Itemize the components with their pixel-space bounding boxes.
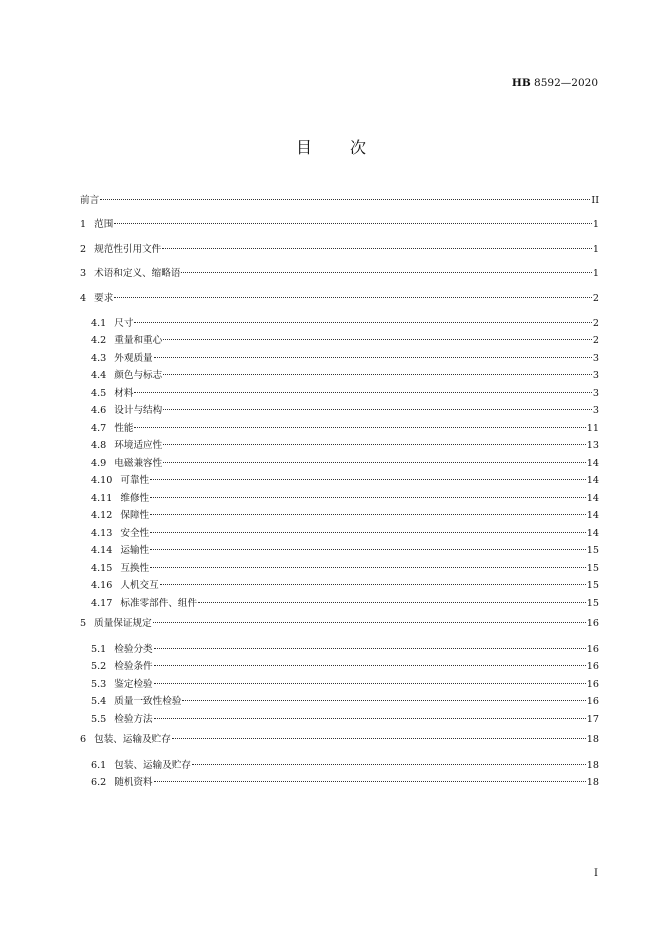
toc-dot-leader: [192, 764, 586, 765]
toc-entry-label: [91, 507, 149, 525]
toc-entry-label: [91, 693, 181, 711]
toc-entry-page: 18: [586, 734, 599, 746]
toc-dot-leader: [150, 514, 586, 515]
toc-entry-number: 5.3: [91, 678, 107, 690]
toc-entry[interactable]: [80, 774, 599, 792]
toc-entry-label: [91, 560, 149, 578]
toc-entry-page: 13: [586, 440, 599, 452]
toc-entry-number: 4.2: [91, 335, 107, 347]
toc-entry-title: 环境适应性: [114, 440, 163, 452]
toc-dot-leader: [150, 479, 586, 480]
toc-entry-page: 1: [592, 268, 599, 280]
toc-entry-title: 范围: [94, 219, 114, 231]
toc-entry[interactable]: [80, 542, 599, 560]
toc-dot-leader: [154, 357, 592, 358]
toc-entry[interactable]: [80, 287, 599, 311]
toc-entry-title: 外观质量: [114, 352, 153, 364]
toc-entry[interactable]: [80, 367, 599, 385]
toc-entry-number: 4.16: [91, 580, 113, 592]
toc-entry-page: 2: [592, 335, 599, 347]
toc-entry-number: 4.9: [91, 457, 107, 469]
toc-entry-page: 16: [586, 618, 599, 630]
toc-entry-title: 质量保证规定: [94, 618, 152, 630]
toc-dot-leader: [163, 374, 592, 375]
toc-entry[interactable]: [80, 402, 599, 420]
toc-entry-page: 15: [586, 562, 599, 574]
toc-dot-leader: [134, 427, 585, 428]
toc-entry-number: 5: [80, 618, 87, 630]
toc-entry-label: [91, 676, 153, 694]
toc-entry-page: 3: [592, 387, 599, 399]
toc-entry-title: 鉴定检验: [114, 678, 153, 690]
toc-dot-leader: [162, 248, 592, 249]
toc-entry-page: II: [591, 195, 599, 206]
toc-entry-page: 14: [586, 527, 599, 539]
toc-entry-label: [91, 437, 162, 455]
toc-entry-label: [91, 757, 191, 775]
toc-entry[interactable]: [80, 577, 599, 595]
toc-entry[interactable]: [80, 525, 599, 543]
toc-entry-label: [80, 287, 113, 311]
toc-entry-title: 材料: [114, 387, 134, 399]
toc-entry-number: 5.5: [91, 713, 107, 725]
toc-entry-number: 4.8: [91, 440, 107, 452]
page-title: 目次: [295, 138, 404, 157]
toc-entry-title: 尺寸: [114, 317, 134, 329]
toc-entry-title: 重量和重心: [114, 335, 163, 347]
toc-entry-label: [91, 711, 153, 729]
toc-entry[interactable]: [80, 728, 599, 752]
toc-dot-leader: [154, 665, 586, 666]
toc-entry-page: 15: [586, 545, 599, 557]
toc-entry-number: 4.12: [91, 510, 113, 522]
toc-entry-title: 规范性引用文件: [94, 243, 162, 255]
toc-entry-label: [80, 189, 99, 213]
toc-entry-title: 前言: [80, 195, 100, 206]
toc-entry-page: 14: [586, 510, 599, 522]
toc-entry-number: 6: [80, 734, 87, 746]
toc-entry-title: 检验方法: [114, 713, 153, 725]
toc-entry-number: 6.2: [91, 777, 107, 789]
toc-entry-page: 3: [592, 352, 599, 364]
toc-entry-title: 安全性: [120, 527, 150, 539]
toc-entry[interactable]: [80, 641, 599, 659]
toc-dot-leader: [150, 567, 586, 568]
toc-entry-label: [91, 455, 162, 473]
toc-entry-page: 2: [592, 292, 599, 304]
toc-entry-page: 14: [586, 457, 599, 469]
toc-entry-label: [91, 774, 153, 792]
toc-entry-number: 4.4: [91, 370, 107, 382]
toc-entry-number: 4.14: [91, 545, 113, 557]
toc-entry-number: 5.1: [91, 643, 107, 655]
toc-entry-label: [91, 525, 149, 543]
toc-entry[interactable]: [80, 315, 599, 333]
toc-entry-page: 16: [586, 696, 599, 708]
toc-dot-leader: [153, 622, 586, 623]
toc-entry-label: [91, 315, 133, 333]
toc-entry[interactable]: [80, 455, 599, 473]
toc-dot-leader: [181, 272, 591, 273]
toc-entry-page: 15: [586, 597, 599, 609]
toc-entry-label: [91, 367, 162, 385]
toc-dot-leader: [150, 532, 586, 533]
toc-entry-label: [91, 385, 133, 403]
toc-entry-number: 4.1: [91, 317, 107, 329]
toc-entry-label: [91, 420, 133, 438]
toc-entry-number: 4.5: [91, 387, 107, 399]
toc-entry-number: 4.13: [91, 527, 113, 539]
toc-entry-number: 3: [80, 268, 87, 280]
toc-entry-label: [91, 542, 149, 560]
toc-entry-title: 保障性: [120, 510, 150, 522]
toc-entry[interactable]: [80, 711, 599, 729]
toc-entry[interactable]: [80, 332, 599, 350]
toc-entry[interactable]: [80, 676, 599, 694]
toc-entry-page: 1: [592, 219, 599, 231]
toc-dot-leader: [134, 322, 591, 323]
toc-dot-leader: [198, 602, 586, 603]
page-number: I: [594, 868, 598, 879]
toc-entry-page: 11: [586, 422, 599, 434]
standard-code: [512, 77, 598, 89]
table-of-contents: [80, 189, 599, 792]
toc-entry-number: 4.15: [91, 562, 113, 574]
toc-entry-page: 1: [592, 243, 599, 255]
standard-code-number: 8592—2020: [530, 77, 598, 89]
toc-entry-label: [80, 213, 113, 237]
toc-entry-title: 互换性: [120, 562, 150, 574]
toc-entry[interactable]: [80, 189, 599, 213]
toc-entry-number: 5.4: [91, 696, 107, 708]
toc-dot-leader: [154, 718, 586, 719]
toc-entry-number: 4.17: [91, 597, 113, 609]
toc-entry-number: 4.10: [91, 475, 113, 487]
toc-entry-page: 18: [586, 777, 599, 789]
toc-dot-leader: [154, 781, 586, 782]
toc-entry-number: 6.1: [91, 759, 107, 771]
toc-dot-leader: [154, 683, 586, 684]
toc-dot-leader: [150, 549, 586, 550]
toc-entry-title: 质量一致性检验: [114, 696, 182, 708]
toc-entry-page: 16: [586, 661, 599, 673]
toc-entry-number: 4.7: [91, 422, 107, 434]
toc-entry-title: 运输性: [120, 545, 150, 557]
toc-entry-title: 性能: [114, 422, 134, 434]
toc-entry-title: 术语和定义、缩略语: [94, 268, 181, 280]
toc-entry-page: 2: [592, 317, 599, 329]
toc-entry[interactable]: [80, 658, 599, 676]
toc-entry-title: 电磁兼容性: [114, 457, 163, 469]
toc-entry-label: [80, 238, 161, 262]
toc-entry-label: [91, 350, 153, 368]
toc-entry[interactable]: [80, 490, 599, 508]
toc-entry-page: 16: [586, 643, 599, 655]
toc-entry[interactable]: [80, 385, 599, 403]
toc-entry-title: 包装、运输及贮存: [94, 734, 171, 746]
toc-entry-label: [91, 658, 153, 676]
toc-entry-page: 15: [586, 580, 599, 592]
toc-entry-label: [91, 577, 159, 595]
toc-entry-label: [91, 595, 197, 613]
toc-entry-number: 4.6: [91, 405, 107, 417]
toc-entry-label: [91, 641, 153, 659]
toc-entry[interactable]: [80, 213, 599, 237]
toc-entry[interactable]: [80, 612, 599, 636]
toc-entry-title: 随机资料: [114, 777, 153, 789]
toc-entry-page: 17: [586, 713, 599, 725]
toc-entry-title: 检验条件: [114, 661, 153, 673]
toc-entry[interactable]: [80, 693, 599, 711]
toc-dot-leader: [163, 339, 592, 340]
toc-entry[interactable]: [80, 350, 599, 368]
toc-dot-leader: [114, 297, 592, 298]
toc-entry-title: 可靠性: [120, 475, 150, 487]
toc-entry-page: 3: [592, 370, 599, 382]
toc-entry[interactable]: [80, 560, 599, 578]
toc-entry[interactable]: [80, 420, 599, 438]
toc-dot-leader: [172, 738, 586, 739]
toc-entry-number: 4.3: [91, 352, 107, 364]
toc-entry[interactable]: [80, 507, 599, 525]
standard-code-prefix: HB: [511, 77, 531, 89]
toc-entry[interactable]: [80, 595, 599, 613]
toc-entry-label: [80, 612, 152, 636]
toc-entry-label: [91, 472, 149, 490]
toc-dot-leader: [154, 648, 586, 649]
toc-entry-number: 5.2: [91, 661, 107, 673]
toc-entry[interactable]: [80, 757, 599, 775]
toc-dot-leader: [163, 462, 586, 463]
toc-dot-leader: [100, 199, 590, 200]
toc-entry-page: 16: [586, 678, 599, 690]
toc-entry-number: 4: [80, 292, 87, 304]
toc-entry-title: 包装、运输及贮存: [114, 759, 192, 771]
toc-entry-label: [80, 728, 171, 752]
toc-dot-leader: [114, 223, 592, 224]
toc-entry-page: 3: [592, 405, 599, 417]
toc-entry[interactable]: [80, 437, 599, 455]
toc-dot-leader: [182, 700, 585, 701]
toc-entry-page: 14: [586, 475, 599, 487]
toc-entry-title: 检验分类: [114, 643, 153, 655]
toc-entry-number: 1: [80, 219, 87, 231]
toc-dot-leader: [163, 444, 586, 445]
toc-entry-page: 18: [586, 759, 599, 771]
toc-entry-title: 人机交互: [120, 580, 159, 592]
toc-entry-title: 要求: [94, 292, 114, 304]
toc-entry[interactable]: [80, 262, 599, 286]
toc-entry-label: [91, 402, 162, 420]
toc-entry-page: 14: [586, 492, 599, 504]
toc-dot-leader: [163, 409, 592, 410]
toc-entry[interactable]: [80, 472, 599, 490]
toc-entry-number: 4.11: [91, 492, 113, 504]
toc-entry-label: [91, 490, 149, 508]
toc-dot-leader: [150, 497, 586, 498]
toc-entry-title: 标准零部件、组件: [120, 597, 198, 609]
toc-entry-title: 设计与结构: [114, 405, 163, 417]
toc-dot-leader: [134, 392, 591, 393]
toc-entry-title: 维修性: [120, 492, 150, 504]
toc-entry-label: [91, 332, 162, 350]
toc-entry-label: [80, 262, 180, 286]
toc-entry-title: 颜色与标志: [114, 370, 163, 382]
toc-dot-leader: [160, 584, 586, 585]
toc-entry[interactable]: [80, 238, 599, 262]
toc-entry-number: 2: [80, 243, 87, 255]
